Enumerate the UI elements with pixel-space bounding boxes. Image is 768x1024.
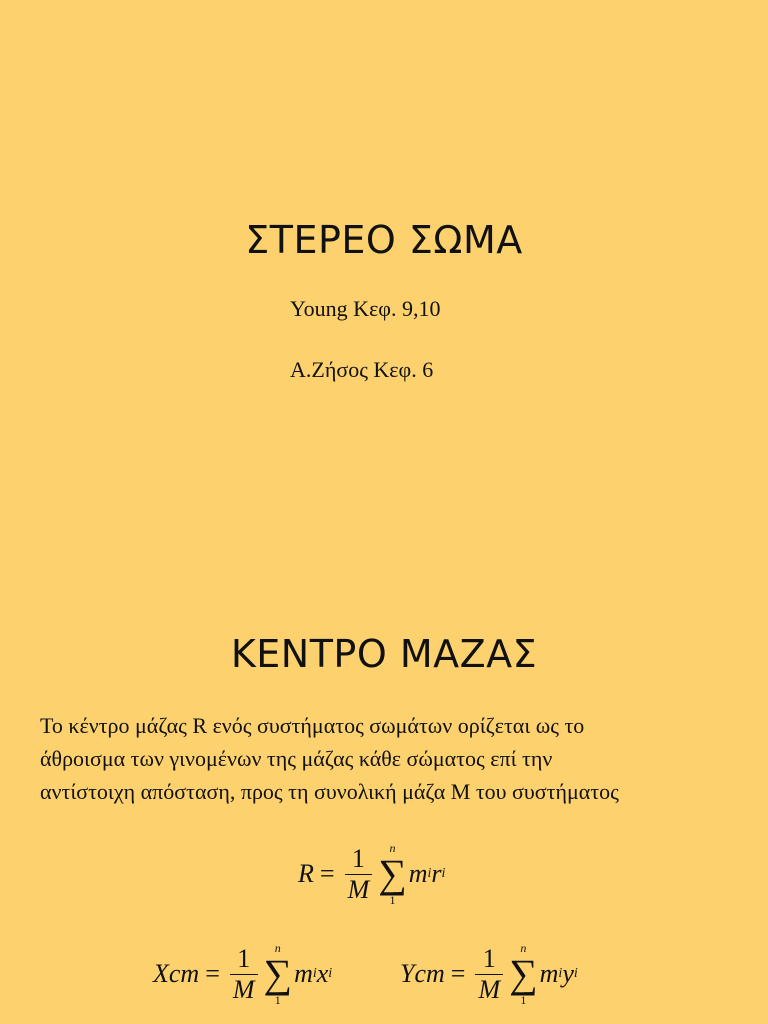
- position-term: r: [431, 859, 442, 888]
- formula-ycm: [400, 942, 578, 1006]
- subscript: i: [573, 966, 578, 981]
- definition-line: αντίστοιχη απόσταση, προς τη συνολική μάζα Μ του συστήματος: [40, 779, 619, 804]
- equals-sign: =: [450, 959, 466, 988]
- summation: [378, 842, 407, 906]
- sigma-symbol: ∑: [263, 951, 293, 996]
- reference-zisos: Α.Ζήσος Κεφ. 6: [290, 357, 434, 382]
- summation: [509, 942, 538, 1006]
- summation: [264, 942, 293, 1006]
- sigma-symbol: ∑: [509, 951, 538, 996]
- equals-sign: =: [205, 959, 220, 988]
- sum-lower-limit: 1: [389, 893, 396, 907]
- fraction-numerator: 1: [237, 943, 251, 973]
- formula-lhs: Ycm: [400, 959, 445, 988]
- fraction-denominator: M: [478, 974, 501, 1004]
- subscript: i: [427, 866, 432, 881]
- subscript: i: [312, 966, 317, 981]
- subscript: i: [441, 866, 446, 881]
- slide-center-of-mass: [0, 512, 768, 1024]
- sum-upper-limit: n: [389, 841, 396, 855]
- slide-title: ΣΤΕΡΕΟ ΣΩΜΑ: [245, 218, 523, 262]
- subscript: i: [558, 966, 563, 981]
- reference-young: Young Κεφ. 9,10: [290, 296, 441, 321]
- equals-sign: =: [319, 859, 335, 888]
- position-term: x: [316, 959, 329, 988]
- sum-lower-limit: 1: [274, 993, 281, 1007]
- subscript: i: [328, 966, 333, 981]
- fraction-denominator: M: [232, 974, 255, 1004]
- fraction: [345, 844, 373, 905]
- formula-r: [298, 842, 445, 906]
- fraction-numerator: 1: [351, 843, 365, 873]
- sigma-symbol: ∑: [378, 851, 407, 896]
- fraction: [230, 944, 258, 1005]
- formula-lhs: R: [298, 859, 314, 888]
- definition-line: άθροισμα των γινομένων της μάζας κάθε σώματος επί την: [40, 746, 553, 771]
- slide-title: ΚΕΝΤΡΟ ΜΑΖΑΣ: [230, 632, 538, 676]
- formula-lhs: Xcm: [153, 959, 200, 988]
- sum-upper-limit: n: [274, 941, 281, 955]
- fraction-numerator: 1: [482, 943, 496, 973]
- definition-text: [40, 709, 760, 808]
- fraction-denominator: M: [347, 874, 370, 904]
- sum-lower-limit: 1: [520, 993, 527, 1007]
- position-term: y: [562, 959, 574, 988]
- formula-xcm: [153, 942, 332, 1006]
- sum-upper-limit: n: [520, 941, 527, 955]
- mass-term: m: [294, 959, 313, 988]
- mass-term: m: [539, 959, 559, 988]
- fraction: [475, 944, 503, 1005]
- mass-term: m: [408, 859, 428, 888]
- definition-line: Το κέντρο μάζας R ενός συστήματος σωμάτων ορίζεται ως το: [40, 713, 585, 738]
